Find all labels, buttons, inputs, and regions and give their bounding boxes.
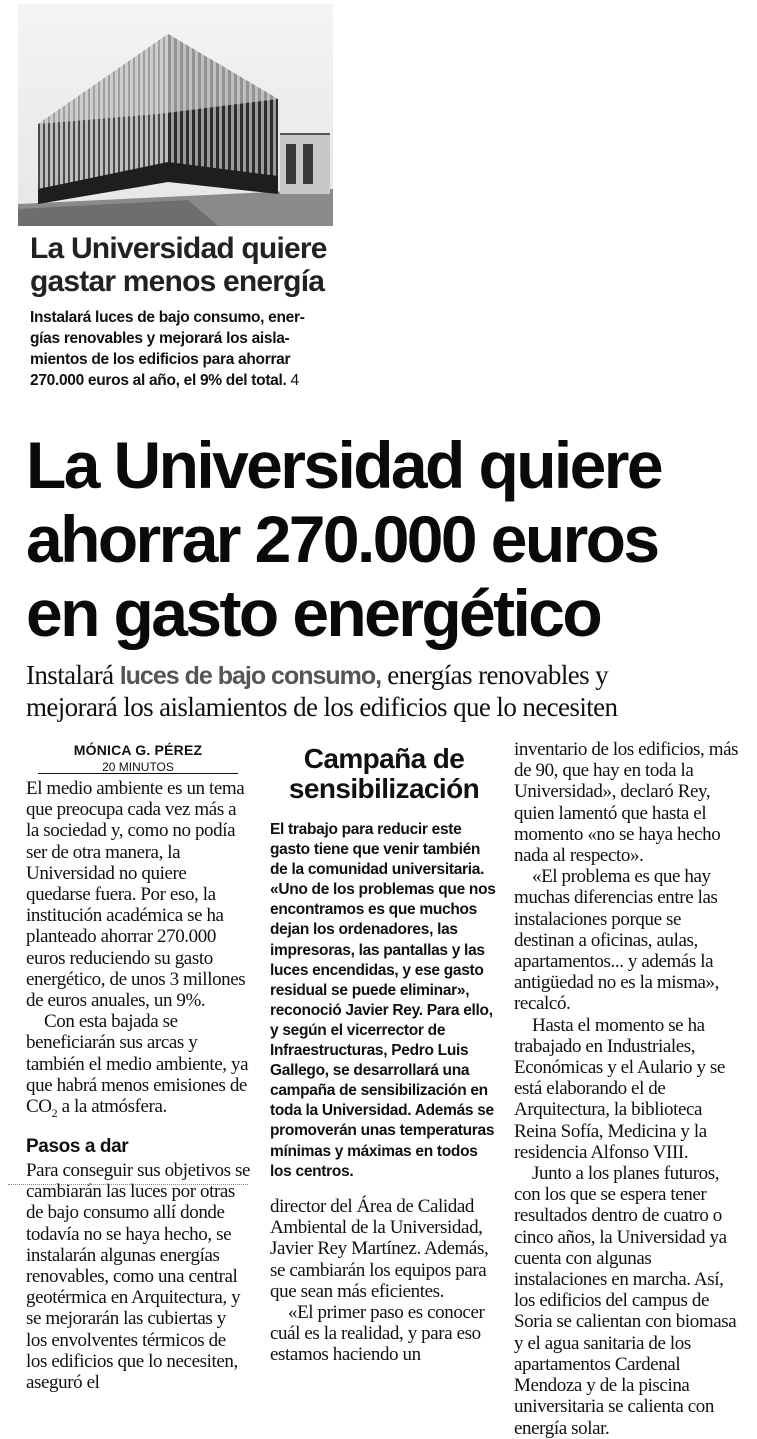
sidebar-box [270, 743, 498, 1180]
body-paragraph: Hasta el momento se ha trabajado en Industriales, Económicas y el Aulario y se está elaborando el de Arquitectura, la biblioteca Reina Sofía, Medicina y la residencia Alfonso VIII. [514, 1014, 725, 1163]
university-building-photo [18, 4, 333, 226]
article-headline: La Universidad quiere ahorrar 270.000 euros en gasto energético [26, 428, 661, 650]
co2-text-pre: Con esta bajada se beneficiarán sus arcas y también el medio ambiente, ya que habrá menos emisiones de CO [26, 1011, 249, 1118]
byline [38, 742, 238, 774]
subhead-pre: Instalará [26, 660, 120, 690]
article-column-2 [270, 1196, 498, 1366]
byline-outlet: 20 MINUTOS [102, 760, 174, 774]
byline-divider [38, 773, 238, 774]
teaser-summary-text: Instalará luces de bajo consumo, ener- gías renovables y mejorará los aisla- mientos de los edificios para ahorrar 270.000 euros al año, el 9% del total. [30, 309, 305, 389]
byline-author: MÓNICA G. PÉREZ [73, 742, 203, 758]
co2-subscript: 2 [51, 1105, 58, 1120]
body-paragraph: El medio ambiente es un tema que preocupa cada vez más a la sociedad y, como no podía ser de otra manera, la Universidad no quiere quedarse fuera. Por eso, la institución académica se ha planteado ahorrar 270.000 euros reduciendo su gasto energético, de unos 3 millones de euros anuales, un 9%. [26, 778, 246, 1012]
subhead-highlight: luces de bajo consumo, [119, 662, 382, 690]
teaser-title[interactable]: La Universidad quiere gastar menos energía [30, 232, 327, 298]
teaser-box [18, 4, 333, 399]
body-paragraph: Para conseguir sus objetivos se cambiarán las luces por otras de bajo consumo allí donde todavía no se haya hecho, se instalarán algunas energías renovables, como una central geotérmica en Arquitectura, y se mejorarán las cubiertas y los envolventes térmicos de los edificios que lo necesiten, aseguró el [26, 1160, 251, 1394]
subhead-post: energías renovables y mejorará los aislamientos de los edificios que lo necesiten [26, 660, 618, 722]
section-subheading: Pasos a dar [26, 1136, 129, 1158]
body-paragraph: director del Área de Calidad Ambiental de la Universidad, Javier Rey Martínez. Además, se cambiarán los equipos para que sean más eficientes. [270, 1196, 489, 1302]
co2-text-post: a la atmósfera. [57, 1096, 167, 1118]
teaser-page-ref[interactable]: 4 [290, 372, 299, 389]
article-subheadline [26, 660, 746, 723]
body-paragraph: «El primer paso es conocer cuál es la realidad, y para eso estamos haciendo un [270, 1302, 485, 1366]
teaser-summary [30, 307, 350, 391]
article-column-1 [26, 778, 251, 1393]
sidebar-title: Campaña de sensibilización [288, 743, 480, 804]
sidebar-divider [8, 1184, 248, 1185]
body-paragraph: «El problema es que hay muchas diferencias entre las instalaciones porque se destinan a oficinas, aulas, apartamentos... y además la antigüedad no es la misma», recalcó. [514, 866, 720, 1015]
body-paragraph: inventario de los edificios, más de 90, que hay en toda la Universidad», declaró Rey, quien lamentó que hasta el momento «no se haya hecho nada al respecto». [514, 739, 739, 867]
article-column-3 [514, 739, 742, 1439]
sidebar-body: El trabajo para reducir este gasto tiene que venir también de la comunidad universitaria. «Uno de los problemas que nos encontramos es que muchos dejan los ordenadores, las impresoras, las pantallas y las luces encendidas, y ese gasto residual se puede eliminar», reconoció Javier Rey. Para ello, y según el vicerrector de Infraestructuras, Pedro Luis Gallego, se desarrollará una campaña de sensibilización en toda la Universidad. Además se promoverán unas temperaturas mínimas y máximas en todos los centros. [270, 821, 496, 1180]
body-paragraph: Junto a los planes futuros, con los que se espera tener resultados dentro de cuatro o cinco años, la Universidad ya cuenta con algunas instalaciones en marcha. Así, los edificios del campus de Soria se calientan con biomasa y el agua sanitaria de los apartamentos Cardenal Mendoza y de la piscina universitaria se calienta con energía solar. [514, 1163, 737, 1439]
body-paragraph [26, 1011, 251, 1124]
